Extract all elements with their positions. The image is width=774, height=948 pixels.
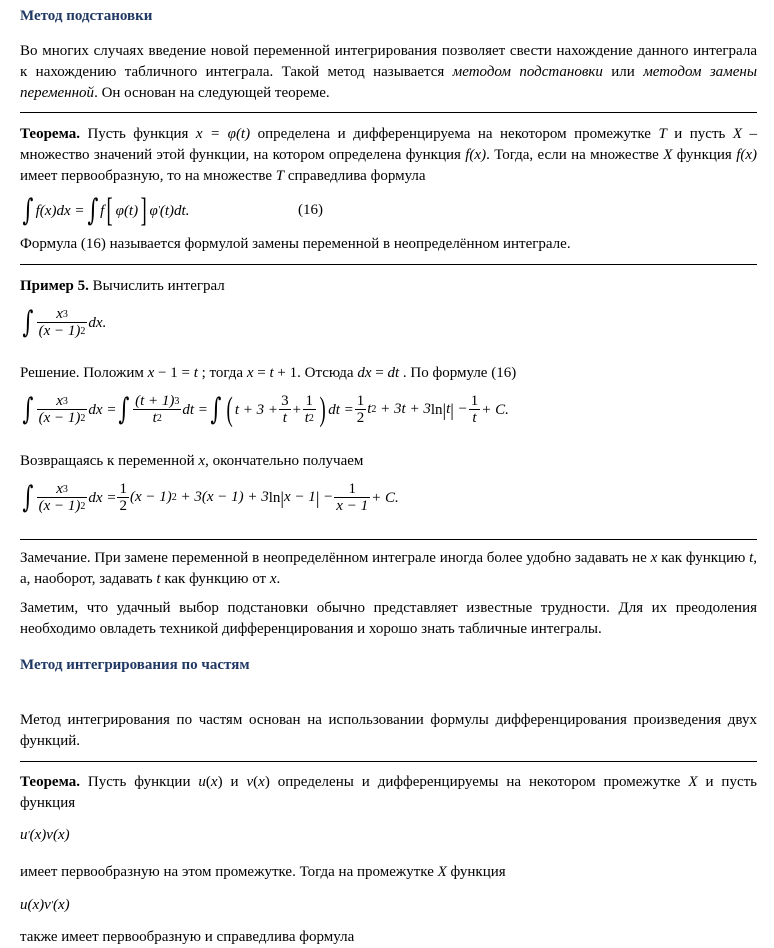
section-title-substitution: Метод подстановки	[20, 8, 153, 24]
theorem-2-middle: имеет первообразную на этом промежутке. Тогда на промежутке X функция	[20, 864, 506, 880]
theorem-1-text: Пусть функция x = φ(t) определена и дифференцируема на некотором промежутке T и пусть X – множество значений этой функции, на котором определена функция f(x). Тогда, если на множестве X функция f(x) имеет первообразную, то на множестве T справедлива формула	[20, 126, 758, 184]
theorem-label: Теорема.	[20, 126, 80, 142]
formula-number: (16)	[298, 202, 323, 218]
formula-16: ∫ f(x)dx =∫ f[ φ(t)] φ'(t)dt.	[22, 192, 190, 229]
example-text: Вычислить интеграл	[88, 278, 225, 294]
theorem-1	[20, 124, 757, 187]
return-text: Возвращаясь к переменной x, окончательно получаем	[20, 453, 364, 469]
example-5	[20, 276, 757, 297]
solution-text: Решение. Положим x − 1 = t ; тогда x = t + 1. Отсюда dx = dt . По формуле (16)	[20, 365, 517, 381]
divider	[20, 761, 757, 762]
divider	[20, 112, 757, 113]
divider	[20, 264, 757, 265]
theorem-2	[20, 772, 757, 814]
example-integral: ∫ $\frac{x3}{(x - 1)2}$ dx.	[22, 305, 107, 340]
divider	[20, 539, 757, 540]
final-formula: ∫ $\frac{x3}{(x - 1)2}$ dx = $\frac{1}{2}$ (x − 1)2 + 3(x − 1) + 3ln|x − 1| − $\frac{1}{x - 1}$ + C.	[22, 480, 399, 515]
solution-formula: ∫ $\frac{x3}{(x - 1)2}$ dx =∫ $\frac{(t + 1)3}{t2}$ dt =∫ ( t + 3 + $\frac{3}{t}$ + $\frac{1}{t2}$ ) dt = $\frac{1}{2}$ t2 + 3t + 3ln|t| − $\frac{1}{t}$ + C.	[22, 391, 509, 428]
by-parts-intro: Метод интегрирования по частям основан на использовании формулы дифференцирования произведения двух функций.	[20, 712, 757, 749]
formula-16-caption: Формула (16) называется формулой замены переменной в неопределённом интеграле.	[20, 236, 571, 252]
substitution-intro: Во многих случаях введение новой переменной интегрирования позволяет свести нахождение данного интеграла к нахождению табличного интеграла. Такой метод называется методом подстановки или методом замены переменной. Он основан на следующей теореме.	[20, 43, 758, 101]
formula-u-v-prime: u(x)v'(x)	[20, 897, 70, 913]
remark: Замечание. При замене переменной в неопределённом интеграле иногда более удобно задавать не x как функцию t, а, наоборот, задавать t как функцию от x.	[20, 550, 757, 587]
formula-u-prime-v: u'(x)v(x)	[20, 827, 70, 843]
note: Заметим, что удачный выбор подстановки обычно представляет известные трудности. Для их преодоления необходимо овладеть техникой дифференцирования и хорошо знать табличные интегралы.	[20, 600, 757, 637]
theorem-label: Теорема.	[20, 774, 80, 790]
section-title-by-parts: Метод интегрирования по частям	[20, 657, 250, 673]
theorem-2-text: Пусть функции u(x) и v(x) определены и дифференцируемы на некотором промежутке X и пусть функция	[20, 774, 757, 811]
theorem-2-last: также имеет первообразную и справедлива формула	[20, 929, 355, 945]
example-label: Пример 5.	[20, 278, 89, 294]
